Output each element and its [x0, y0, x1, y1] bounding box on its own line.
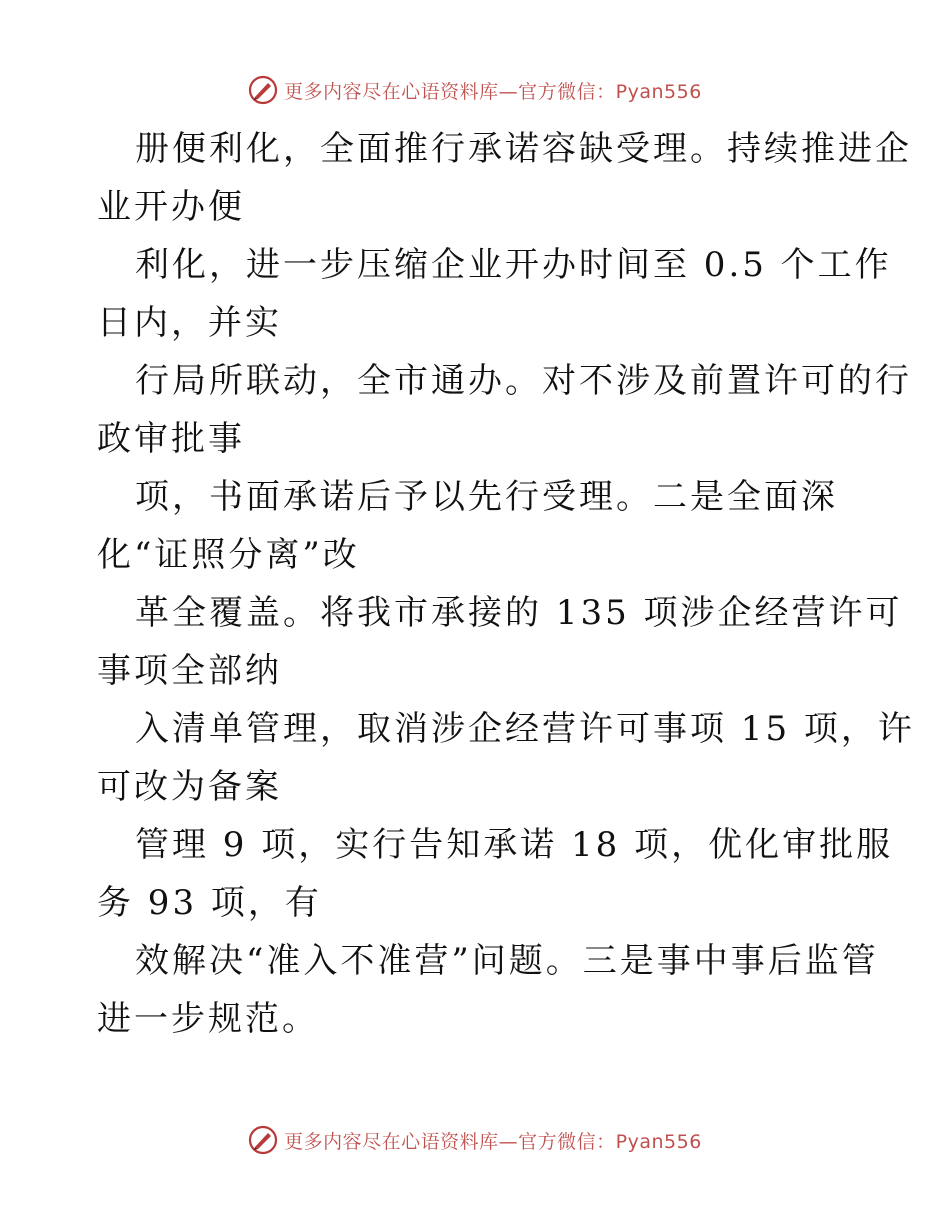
text-line: 革全覆盖。将我市承接的 135 项涉企经营许可 — [135, 593, 903, 633]
document-body — [97, 120, 915, 1048]
text-line: 利化，进一步压缩企业开办时间至 0.5 个工作 — [135, 245, 892, 285]
text-line: 务 93 项，有 — [97, 883, 322, 923]
text-line: 日内，并实 — [97, 303, 282, 343]
text-line: 管理 9 项，实行告知承诺 18 项，优化审批服 — [135, 825, 894, 865]
watermark-text: 更多内容尽在心语资料库—官方微信：Pyan556 — [284, 1130, 702, 1153]
text-line: 业开办便 — [97, 187, 245, 227]
footer-watermark — [0, 1120, 950, 1160]
text-line: 行局所联动，全市通办。对不涉及前置许可的行 — [135, 361, 912, 401]
text-line: 事项全部纳 — [97, 651, 282, 691]
text-line: 入清单管理，取消涉企经营许可事项 15 项，许 — [135, 709, 915, 749]
text-line: 进一步规范。 — [97, 999, 319, 1039]
text-line: 化“证照分离”改 — [97, 535, 360, 575]
pen-logo-icon — [248, 75, 278, 105]
text-line: 可改为备案 — [97, 767, 282, 807]
header-watermark — [0, 70, 950, 110]
text-line: 项，书面承诺后予以先行受理。二是全面深 — [135, 477, 838, 517]
text-line: 政审批事 — [97, 419, 245, 459]
text-line: 效解决“准入不准营”问题。三是事中事后监管 — [135, 941, 879, 981]
watermark-text: 更多内容尽在心语资料库—官方微信：Pyan556 — [284, 80, 702, 103]
pen-logo-icon — [248, 1125, 278, 1155]
text-line: 册便利化，全面推行承诺容缺受理。持续推进企 — [135, 129, 912, 169]
